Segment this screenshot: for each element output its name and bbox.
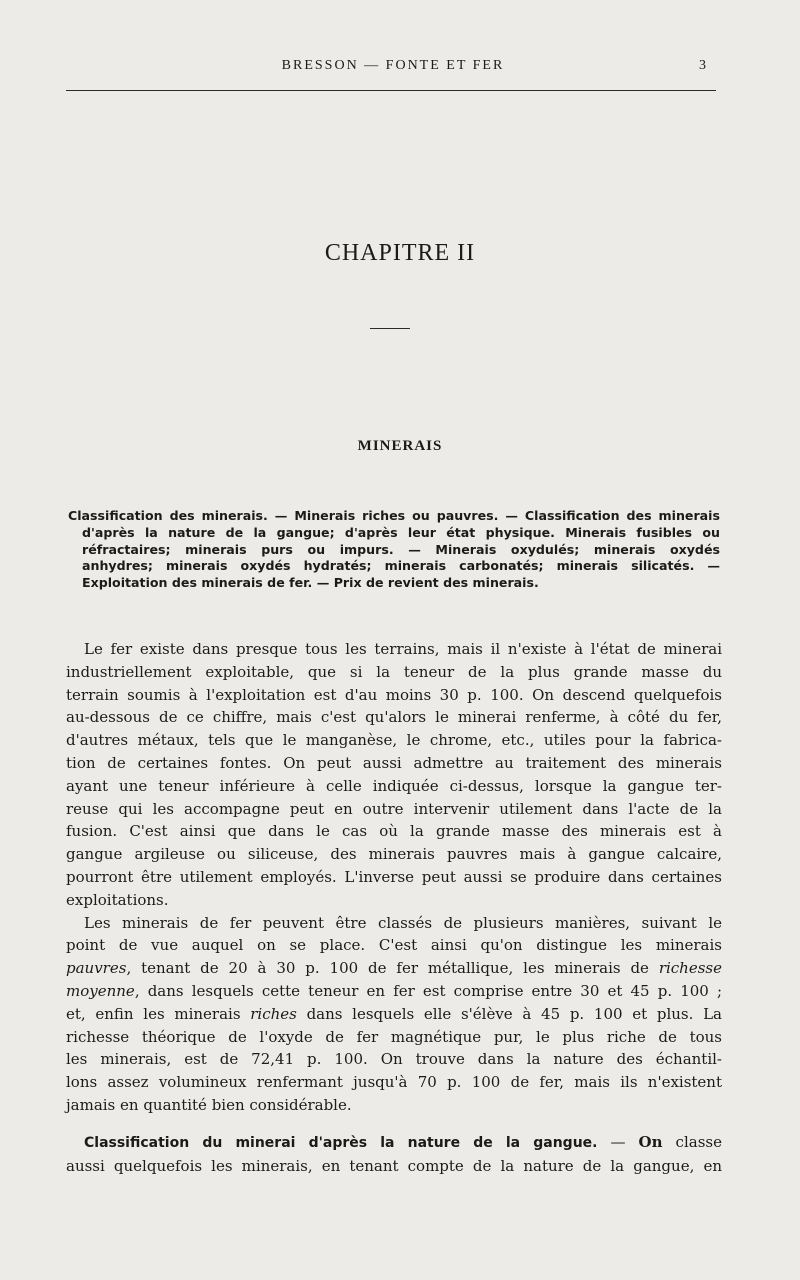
- paragraph-gap: [66, 1117, 722, 1131]
- chapter-title: CHAPITRE II: [324, 240, 476, 266]
- body-text: [66, 638, 722, 1177]
- text-line: tion de certaines fontes. On peut aussi admettre au traitement des minerais: [66, 753, 722, 772]
- chapter-summary: [68, 508, 720, 592]
- text-run: dans lesquels elle s'élève à 45 p. 100 et plus. La: [296, 1004, 722, 1023]
- text-line: [66, 1003, 722, 1026]
- text-line: fusion. C'est ainsi que dans le cas où la grande masse des minerais est à: [66, 822, 722, 841]
- text-line: [66, 1131, 722, 1155]
- summary-line: réfractaires; minerais purs ou impurs. — Minerais oxydulés; minerais oxydés: [82, 541, 720, 557]
- text-line: gangue argileuse ou siliceuse, des minerais pauvres mais à gangue calcaire,: [66, 845, 722, 864]
- page-number: 3: [699, 58, 706, 73]
- paragraph: [66, 638, 722, 912]
- summary-line: d'après la nature de la gangue; d'après leur état physique. Minerais fusibles ou: [82, 524, 720, 540]
- paragraph: [66, 912, 722, 1117]
- text-run: On: [638, 1132, 663, 1151]
- text-line: d'autres métaux, tels que le manganèse, le chrome, etc., utiles pour la fabrica-: [66, 731, 722, 750]
- italic-term: moyenne: [66, 981, 135, 1000]
- section-title: MINERAIS: [357, 438, 443, 454]
- text-run: classe: [662, 1132, 722, 1151]
- text-line: exploitations.: [66, 890, 169, 909]
- italic-term: pauvres: [66, 959, 127, 978]
- chapter-rule: [370, 328, 410, 329]
- italic-term: riches: [250, 1004, 297, 1023]
- text-line: richesse théorique de l'oxyde de fer magnétique pur, le plus riche de tous: [66, 1027, 722, 1046]
- text-line: [66, 957, 722, 980]
- running-head: [70, 58, 716, 82]
- running-title: BRESSON — FONTE ET FER: [281, 58, 505, 73]
- text-line: pourront être utilement employés. L'inverse peut aussi se produire dans certaines: [66, 867, 722, 886]
- text-run: , dans lesquels cette teneur en fer est comprise entre 30 et 45 p. 100 ;: [134, 981, 722, 1000]
- text-run: et, enfin les minerais: [66, 1004, 251, 1023]
- summary-line: Classification des minerais. — Minerais riches ou pauvres. — Classification des minerais: [68, 508, 720, 523]
- text-line: aussi quelquefois les minerais, en tenant compte de la nature de la gangue, en: [66, 1156, 722, 1175]
- text-line: les minerais, est de 72,41 p. 100. On trouve dans la nature des échantil-: [66, 1050, 722, 1069]
- text-line: Les minerais de fer peuvent être classés de plusieurs manières, suivant le: [84, 913, 722, 932]
- italic-term: richesse: [658, 959, 722, 978]
- summary-line: anhydres; minerais oxydés hydratés; minerais carbonatés; minerais silicatés. —: [82, 558, 720, 574]
- header-rule: [66, 90, 716, 91]
- text-run: —: [597, 1132, 639, 1151]
- text-line: [66, 980, 722, 1003]
- text-line: point de vue auquel on se place. C'est ainsi qu'on distingue les minerais: [66, 936, 722, 955]
- paragraph: [66, 1131, 722, 1178]
- text-line: Le fer existe dans presque tous les terrains, mais il n'existe à l'état de minerai: [84, 640, 722, 658]
- text-run: , tenant de 20 à 30 p. 100 de fer métallique, les minerais de: [126, 959, 659, 978]
- text-line: terrain soumis à l'exploitation est d'au moins 30 p. 100. On descend quelquefois: [66, 685, 722, 704]
- text-line: jamais en quantité bien considérable.: [66, 1095, 352, 1114]
- text-line: reuse qui les accompagne peut en outre intervenir utilement dans l'acte de la: [66, 799, 722, 818]
- subsection-heading: Classification du minerai d'après la nature de la gangue.: [84, 1134, 598, 1151]
- text-line: lons assez volumineux renfermant jusqu'à 70 p. 100 de fer, mais ils n'existent: [66, 1073, 722, 1092]
- text-line: ayant une teneur inférieure à celle indiquée ci-dessus, lorsque la gangue ter-: [66, 776, 722, 795]
- text-line: au-dessous de ce chiffre, mais c'est qu'alors le minerai renferme, à côté du fer,: [66, 708, 722, 727]
- text-line: industriellement exploitable, que si la teneur de la plus grande masse du: [66, 662, 722, 681]
- summary-line: Exploitation des minerais de fer. — Prix de revient des minerais.: [82, 575, 539, 591]
